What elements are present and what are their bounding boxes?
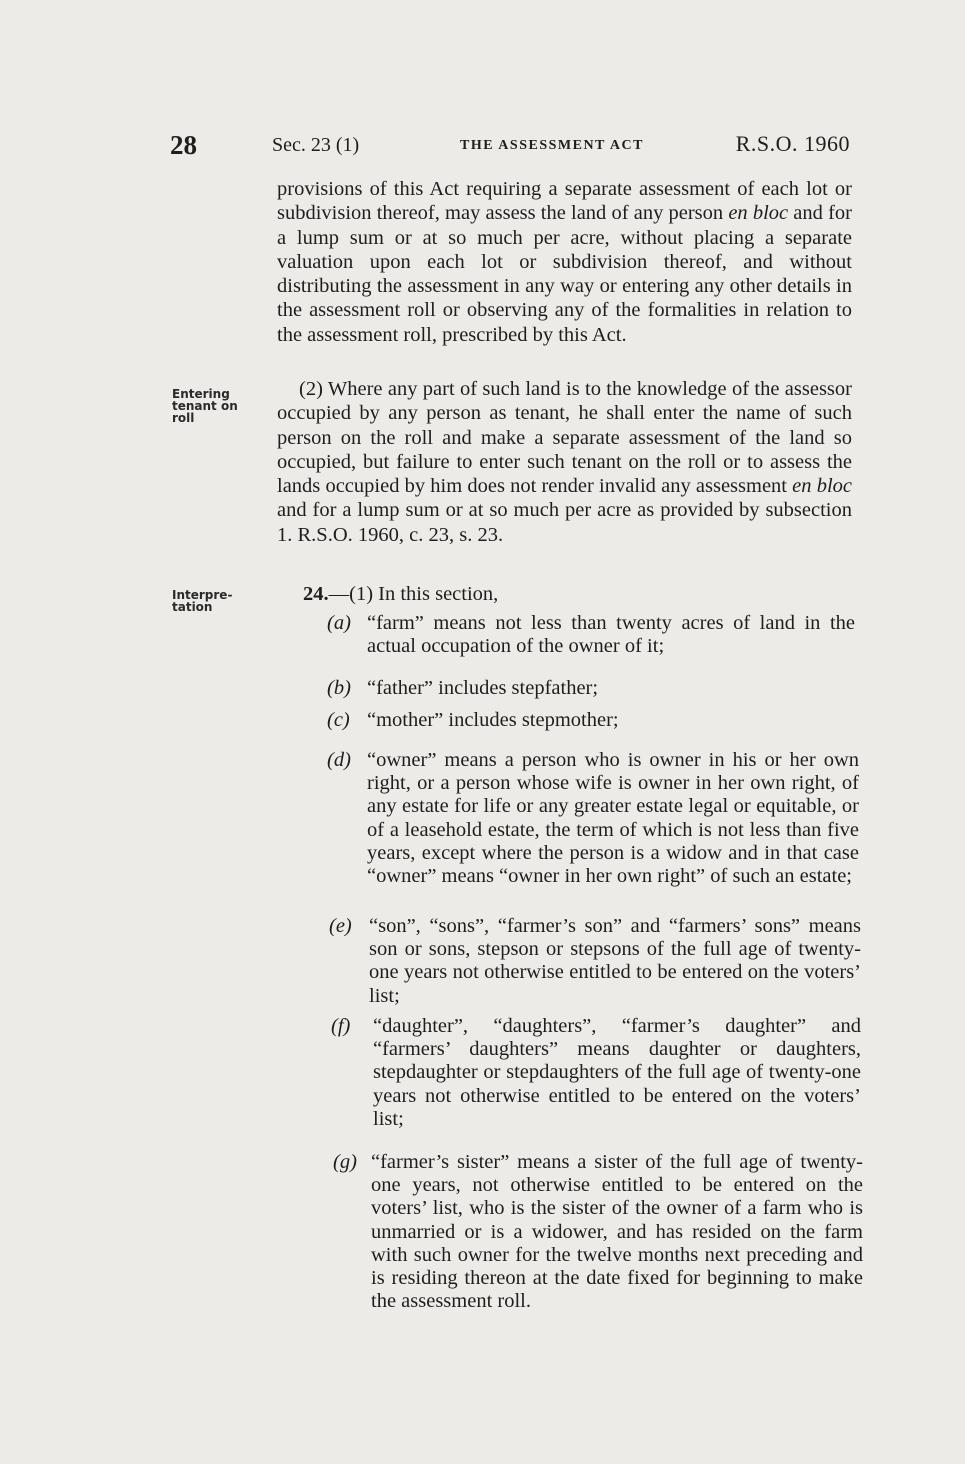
- definition-text: “son”, “sons”, “farmer’s son” and “farmers’ sons” means son or sons, stepson or stepsons of the full age of twenty-one years not otherwise entitled to be entered on the voters’ list;: [369, 915, 861, 1007]
- intro-paragraph: provisions of this Act requiring a separate assessment of each lot or subdivision thereof, may assess the land of any person en bloc and for a lump sum or at so much per acre, without placing a separate valuation upon each lot or subdivision thereof, and without distributing the assessment in any way or entering any other details in the assessment roll or observing any of the formalities in relation to the assessment roll, prescribed by this Act.: [277, 178, 852, 346]
- en-bloc-term: en bloc: [728, 202, 789, 225]
- section-number: 24.: [303, 583, 329, 605]
- definition-b: [327, 677, 855, 700]
- definition-text: “daughter”, “daughters”, “farmer’s daughter” and “farmers’ daughters” means daughter or daughters, stepdaughter or stepdaughters of the full age of twenty-one years not otherwise entitled to be entered on the voters’ list;: [373, 1015, 861, 1130]
- definition-label: (c): [327, 709, 350, 731]
- definition-a: [327, 612, 855, 658]
- definition-label: (e): [329, 915, 352, 937]
- section-reference: Sec. 23 (1): [272, 134, 360, 156]
- rso-year: R.S.O. 1960: [735, 131, 850, 156]
- definition-f: [331, 1015, 861, 1131]
- margin-note-interpretation: Interpre-tation: [172, 588, 233, 614]
- definition-label: (b): [327, 677, 351, 699]
- running-header: [168, 128, 850, 162]
- section-intro: —(1) In this section,: [328, 583, 499, 605]
- definition-e: [329, 915, 861, 1008]
- definition-text: “mother” includes stepmother;: [367, 709, 619, 731]
- page-number: 28: [170, 130, 197, 160]
- act-title: THE ASSESSMENT ACT: [460, 138, 644, 153]
- definition-text: “owner” means a person who is owner in his or her own right, or a person whose wife is owner in her own right, of any estate for life or any greater estate legal or equitable, or of a leasehold estate, the term of which is not less than five years, except where the person is a widow and in that case “owner” means “owner in her own right” of such an estate;: [367, 749, 859, 888]
- subsection-2-paragraph: (2) Where any part of such land is to the knowledge of the assessor occupied by any person as tenant, he shall enter the name of such person on the roll and make a separate assessment of the land so occupied, but failure to enter such tenant on the roll or to assess the lands occupied by him does not render invalid any assessment en bloc and for a lump sum or at so much per acre as provided by subsection 1. R.S.O. 1960, c. 23, s. 23.: [277, 378, 852, 546]
- definition-text: “father” includes stepfather;: [367, 677, 599, 699]
- definition-label: (d): [327, 749, 351, 771]
- margin-note-entering-tenant: Entering tenant on roll: [172, 387, 238, 425]
- definition-d: [327, 749, 859, 888]
- definition-label: (f): [331, 1015, 351, 1037]
- section-24-heading: [303, 582, 498, 606]
- en-bloc-term: en bloc: [792, 475, 852, 498]
- definition-label: (a): [327, 612, 351, 634]
- definition-c: [327, 709, 855, 732]
- definition-g: [333, 1151, 863, 1313]
- definition-text: “farmer’s sister” means a sister of the full age of twenty-one years, not otherwise entitled to be entered on the voters’ list, who is the sister of the owner of a farm who is unmarried or is a widower, and has resided on the farm with such owner for the twelve months next preceding and is residing thereon at the date fixed for beginning to make the assessment roll.: [371, 1151, 863, 1313]
- definition-text: “farm” means not less than twenty acres of land in the actual occupation of the owner of it;: [367, 612, 855, 658]
- definition-label: (g): [333, 1151, 357, 1173]
